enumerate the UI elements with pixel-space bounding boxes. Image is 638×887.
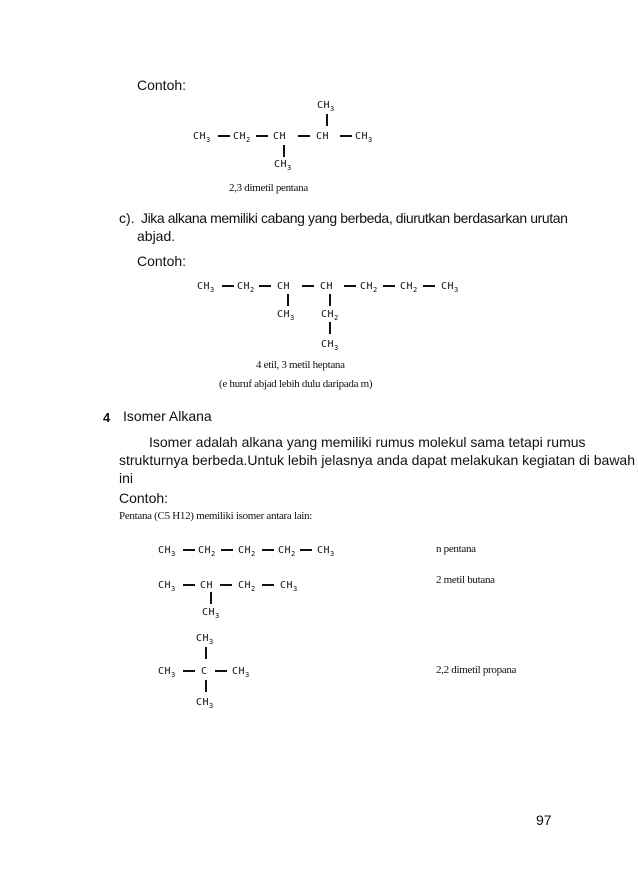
atom-ch3-top: $CH_3$	[196, 633, 214, 646]
bond	[302, 285, 314, 287]
atom-ch: CH	[273, 131, 287, 142]
paragraph-line3: ini	[119, 470, 134, 486]
rule-text-line2: abjad.	[137, 228, 176, 244]
atom-ch3: $CH_3$	[441, 281, 459, 294]
bond	[221, 549, 233, 551]
bond	[259, 285, 271, 287]
contoh-label-1: Contoh:	[137, 77, 187, 93]
bond	[220, 584, 232, 586]
atom-ch2: $CH_2$	[400, 281, 418, 294]
bond	[283, 145, 285, 157]
bond	[183, 584, 195, 586]
bond	[205, 647, 207, 659]
atom-ch3: $CH_3$	[317, 545, 335, 558]
pentana-intro: Pentana (C5 H12) memiliki isomer antara lain:	[119, 510, 313, 522]
bond	[326, 114, 328, 126]
paragraph-line2: strukturnya berbeda.Untuk lebih jelasnya anda dapat melakukan kegiatan di bawah	[119, 452, 636, 468]
atom-ch2: $CH_2$	[238, 545, 256, 558]
bond	[383, 285, 395, 287]
atom-ch3-branch: $CH_3$	[277, 309, 295, 322]
bond	[256, 135, 268, 137]
atom-ch2: $CH_2$	[198, 545, 216, 558]
bond	[329, 322, 331, 334]
atom-ch3: $CH_3$	[158, 545, 176, 558]
atom-ch3: $CH_3$	[197, 281, 215, 294]
atom-ch: CH	[277, 281, 291, 292]
page-number: 97	[536, 812, 552, 828]
rule-text-line1: Jika alkana memiliki cabang yang berbeda, diurutkan berdasarkan urutan	[141, 210, 568, 226]
atom-ch: CH	[200, 580, 214, 591]
bond	[222, 285, 234, 287]
atom-ch3: $CH_3$	[355, 131, 373, 144]
atom-ch3-branch-end: $CH_3$	[321, 339, 339, 352]
atom-ch3-branch: $CH_3$	[202, 607, 220, 620]
atom-ch2-branch: $CH_2$	[321, 309, 339, 322]
bond	[423, 285, 435, 287]
bond	[218, 135, 230, 137]
atom-c: C	[201, 666, 208, 677]
bond	[183, 670, 195, 672]
section-number: 4	[103, 410, 111, 425]
compound-note-2: (e huruf abjad lebih dulu daripada m)	[219, 378, 373, 390]
bond	[262, 549, 274, 551]
bond	[287, 294, 289, 306]
atom-ch3: $CH_3$	[158, 580, 176, 593]
atom-ch2: $CH_2$	[360, 281, 378, 294]
atom-ch3: $CH_3$	[232, 666, 250, 679]
bond	[329, 294, 331, 306]
bond	[183, 549, 195, 551]
atom-ch2: $CH_2$	[237, 281, 255, 294]
isomer-name-3: 2,2 dimetil propana	[436, 664, 517, 676]
bond	[298, 135, 310, 137]
atom-ch: CH	[316, 131, 330, 142]
section-heading: Isomer Alkana	[123, 408, 212, 424]
atom-ch3: $CH_3$	[193, 131, 211, 144]
atom-ch2: $CH_2$	[278, 545, 296, 558]
compound-name-1: 2,3 dimetil pentana	[229, 182, 308, 194]
isomer-name-1: n pentana	[436, 543, 476, 555]
atom-ch2: $CH_2$	[233, 131, 251, 144]
compound-name-2: 4 etil, 3 metil heptana	[256, 359, 345, 371]
bond	[210, 592, 212, 604]
atom-ch2: $CH_2$	[238, 580, 256, 593]
paragraph-line1: Isomer adalah alkana yang memiliki rumus molekul sama tetapi rumus	[149, 434, 586, 450]
atom-ch3-bottom: $CH_3$	[274, 159, 292, 172]
atom-ch3: $CH_3$	[158, 666, 176, 679]
bond	[215, 670, 227, 672]
bond	[300, 549, 312, 551]
atom-ch: CH	[320, 281, 334, 292]
rule-marker: c).	[119, 210, 135, 226]
atom-ch3: $CH_3$	[280, 580, 298, 593]
atom-ch3-top: $CH_3$	[317, 100, 335, 113]
contoh-label-3: Contoh:	[119, 490, 169, 506]
bond	[340, 135, 352, 137]
bond	[344, 285, 356, 287]
bond	[262, 584, 274, 586]
isomer-name-2: 2 metil butana	[436, 574, 495, 586]
contoh-label-2: Contoh:	[137, 253, 187, 269]
atom-ch3-bottom: $CH_3$	[196, 697, 214, 710]
bond	[205, 680, 207, 692]
